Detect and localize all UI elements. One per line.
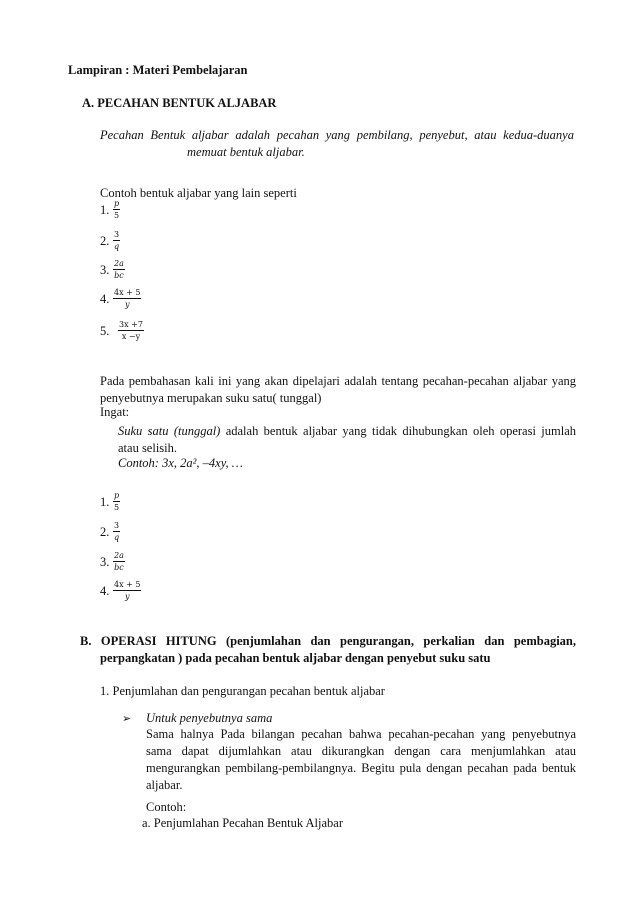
- definition-line-1: Pecahan Bentuk aljabar adalah pecahan yang pembilang, penyebut, atau kedua-duanya: [100, 128, 574, 142]
- fraction-4x5-over-y: 4x + 5 y: [114, 288, 141, 309]
- fraction-2a-over-bc: 2a bc: [114, 259, 124, 280]
- fraction-3-over-q: 3 q: [113, 521, 120, 542]
- fraction-4x5-over-y: 4x + 5 y: [114, 580, 141, 601]
- example-label: 1.: [100, 203, 110, 217]
- example-label: 5.: [100, 324, 110, 338]
- example-label: 2.: [100, 525, 110, 539]
- paragraph-line-2: penyebutnya merupakan suku satu( tunggal): [100, 391, 322, 405]
- definition-line-2: memuat bentuk aljabar.: [187, 145, 305, 159]
- fraction-3x7-over-xy: 3x +7 x −y: [119, 320, 143, 341]
- example-label: 1.: [100, 495, 110, 509]
- note-line-2: atau selisih.: [118, 441, 178, 455]
- page-heading: Lampiran : Materi Pembelajaran: [68, 63, 248, 77]
- bullet-line-2: sama dapat dijumlahkan atau dikurangkan dengan cara menjumlahkan atau: [146, 744, 576, 758]
- fraction-p-over-5: p 5: [114, 199, 120, 220]
- section-a-title: A. PECAHAN BENTUK ALJABAR: [82, 96, 277, 110]
- contoh-label: Contoh:: [146, 800, 187, 814]
- note-example: Contoh: 3x, 2a², –4xy, …: [118, 456, 243, 470]
- sub-item-a: a. Penjumlahan Pecahan Bentuk Aljabar: [142, 816, 343, 830]
- example-label: 4.: [100, 292, 110, 306]
- bullet-line-4: aljabar.: [146, 778, 183, 792]
- example-label: 2.: [100, 234, 110, 248]
- note-line-1: Suku satu (tunggal) adalah bentuk aljabar yang tidak dihubungkan oleh operasi jumlah: [118, 424, 576, 438]
- example-label: 4.: [100, 584, 110, 598]
- fraction-2a-over-bc: 2a bc: [114, 551, 124, 572]
- example-label: 3.: [100, 555, 110, 569]
- paragraph-line-1: Pada pembahasan kali ini yang akan dipelajari adalah tentang pecahan-pecahan aljabar yang: [100, 374, 576, 388]
- examples-intro: Contoh bentuk aljabar yang lain seperti: [100, 186, 297, 200]
- bullet-line-1: Sama halnya Pada bilangan pecahan bahwa pecahan-pecahan yang penyebutnya: [146, 727, 576, 741]
- example-label: 3.: [100, 263, 110, 277]
- fraction-p-over-5: p 5: [114, 491, 120, 512]
- arrow-bullet-icon: ➢: [122, 712, 132, 725]
- ingat-label: Ingat:: [100, 405, 130, 419]
- section-b-title-line-2: perpangkatan ) pada pecahan bentuk aljabar dengan penyebut suku satu: [100, 651, 491, 665]
- bullet-line-3: mengurangkan pembilang-pembilangnya. Begitu pula dengan pecahan pada bentuk: [146, 761, 576, 775]
- bullet-title: Untuk penyebutnya sama: [146, 711, 273, 725]
- fraction-3-over-q: 3 q: [113, 230, 120, 251]
- section-b-title-line-1: B. OPERASI HITUNG (penjumlahan dan pengurangan, perkalian dan pembagian,: [80, 634, 576, 648]
- subsection-item-1: 1. Penjumlahan dan pengurangan pecahan bentuk aljabar: [100, 684, 385, 698]
